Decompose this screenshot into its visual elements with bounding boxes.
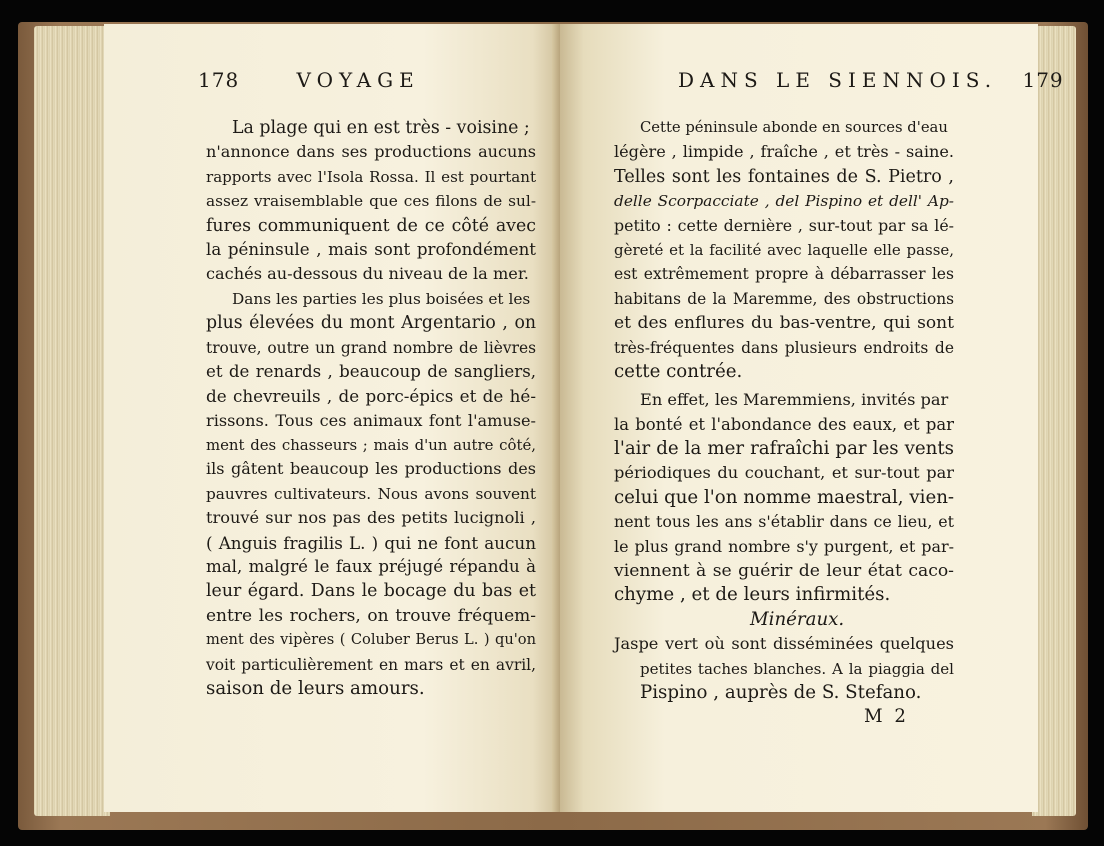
running-title: DANS LE SIENNOIS. <box>678 68 998 92</box>
text-line: et des enflures du bas-ventre, qui sont <box>614 313 954 334</box>
page-number: 178 <box>198 68 240 92</box>
text-line: Jaspe vert où sont disséminées quelques <box>614 634 954 654</box>
page-edges-left <box>34 26 110 816</box>
text-line: rapports avec l'Isola Rossa. Il est pourtant <box>206 167 536 186</box>
text-line: delle Scorpacciate , del Pispino et dell' Ap- <box>614 192 954 211</box>
text-line: mal, malgré le faux préjugé répandu à <box>206 557 536 577</box>
text-line: Dans les parties les plus boisées et les <box>232 289 531 308</box>
text-line: petites taches blanches. A la piaggia del <box>640 659 954 678</box>
left-page-header <box>198 68 420 92</box>
text-line: ment des vipères ( Coluber Berus L. ) qu'on <box>206 631 536 649</box>
right-page-header <box>678 68 1064 92</box>
section-heading: Minéraux. <box>750 608 845 630</box>
right-page <box>560 24 1064 812</box>
text-line: fures communiquent de ce côté avec <box>206 215 536 236</box>
text-line: l'air de la mer rafraîchi par les vents <box>614 438 954 460</box>
text-line: saison de leurs amours. <box>206 677 425 699</box>
text-line: cette contrée. <box>614 360 743 382</box>
text-line: et de renards , beaucoup de sangliers, <box>206 361 536 381</box>
text-line: pauvres cultivateurs. Nous avons souvent <box>206 484 536 503</box>
text-line: plus élevées du mont Argentario , on <box>206 313 536 334</box>
left-page-text <box>206 116 536 701</box>
text-line: rissons. Tous ces animaux font l'amuse- <box>206 410 536 430</box>
text-line: périodiques du couchant, et sur-tout par <box>614 463 954 483</box>
signature-mark: M 2 <box>864 706 909 728</box>
right-page-text <box>614 116 954 730</box>
text-line: trouve, outre un grand nombre de lièvres <box>206 338 536 357</box>
text-line: Cette péninsule abonde en sources d'eau <box>640 119 948 136</box>
page-edges-right <box>1032 26 1076 816</box>
page-number: 179 <box>1022 68 1064 92</box>
text-line: très-fréquentes dans plusieurs endroits de <box>614 338 954 357</box>
text-line: La plage qui en est très - voisine ; <box>232 118 530 138</box>
text-line: ( Anguis fragilis L. ) qui ne font aucun <box>206 532 536 553</box>
text-line: assez vraisemblable que ces filons de sul- <box>206 192 536 211</box>
text-line: voit particulièrement en mars et en avril, <box>206 655 536 674</box>
text-line: leur égard. Dans le bocage du bas et <box>206 581 536 602</box>
text-line: le plus grand nombre s'y purgent, et par- <box>614 536 954 556</box>
running-title: VOYAGE <box>296 68 420 92</box>
text-line: n'annonce dans ses productions aucuns <box>206 142 536 162</box>
text-line: Telles sont les fontaines de S. Pietro , <box>614 166 954 187</box>
text-line: Pispino , auprès de S. Stefano. <box>640 681 922 703</box>
text-line: entre les rochers, on trouve fréquem- <box>206 605 536 626</box>
text-line: la bonté et l'abondance des eaux, et par <box>614 414 954 434</box>
text-line: cachés au-dessous du niveau de la mer. <box>206 264 529 284</box>
text-line: nent tous les ans s'établir dans ce lieu, et <box>614 512 954 532</box>
text-line: gèreté et la facilité avec laquelle elle passe, <box>614 240 954 259</box>
text-line: de chevreuils , de porc-épics et de hé- <box>206 386 536 407</box>
text-line: ment des chasseurs ; mais d'un autre côté, <box>206 436 536 455</box>
text-line: habitans de la Maremme, des obstructions <box>614 289 954 308</box>
text-line: En effet, les Maremmiens, invités par <box>640 390 949 410</box>
text-line: légère , limpide , fraîche , et très - saine. <box>614 142 954 162</box>
text-line: la péninsule , mais sont profondément <box>206 239 536 259</box>
text-line: petito : cette dernière , sur-tout par sa lé- <box>614 215 954 235</box>
text-line: ils gâtent beaucoup les productions des <box>206 459 536 479</box>
text-line: celui que l'on nomme maestral, vien- <box>614 486 955 508</box>
text-line: est extrêmement propre à débarrasser les <box>614 265 954 284</box>
text-line: chyme , et de leurs infirmités. <box>614 584 891 606</box>
text-line: viennent à se guérir de leur état caco- <box>614 561 954 582</box>
left-page <box>104 24 560 812</box>
text-line: trouvé sur nos pas des petits lucignoli , <box>206 508 536 528</box>
